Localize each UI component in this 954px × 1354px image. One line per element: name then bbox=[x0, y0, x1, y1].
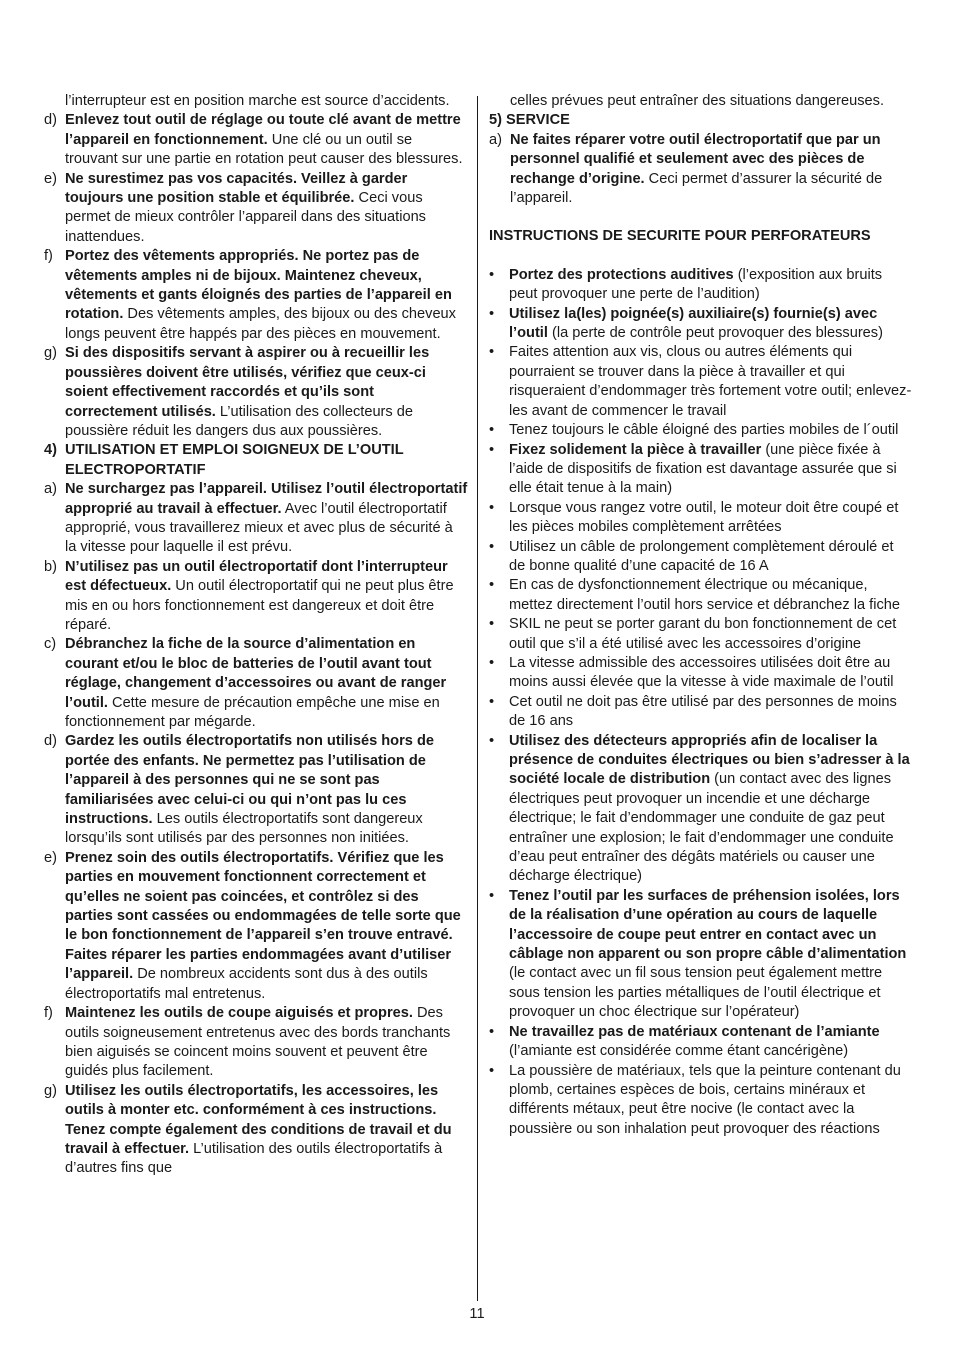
item-bold: Débranchez la fiche de la source d’alimentation en courant et/ou le bloc de batteries de l’outil avant tout réglage, changement d’accessoires ou avant de ranger l’outil. bbox=[65, 636, 447, 711]
item-body: Ceci vous permet de mieux contrôler l’appareil dans des situations inattendues. bbox=[65, 190, 426, 245]
bullet-bold: Tenez l’outil par les surfaces de préhension isolées, lors de la réalisation d’une opération au cours de laquelle l’accessoire de coupe peut entrer en contact avec un câblage non apparent ou son propre câble d’alimentation bbox=[509, 887, 907, 963]
rule-4a bbox=[44, 480, 468, 558]
item-bold: Ne faites réparer votre outil électroportatif que par un personnel qualifié et seulement avec des pièces de rechange d’origine. bbox=[510, 131, 881, 187]
item-bold: Gardez les outils électroportatifs non utilisés hors de portée des enfants. Ne permettez pas l’utilisation de l’appareil à des personnes qui ne se sont pas familiarisées avec celui-ci ou qui n’ont pas lu ces instructions. bbox=[65, 733, 434, 828]
section-heading-4 bbox=[44, 441, 468, 480]
bullet-mark: • bbox=[489, 266, 495, 283]
bullet-mark: • bbox=[489, 616, 495, 633]
rule-4e bbox=[44, 849, 468, 1004]
item-body: Cette mesure de précaution empêche une mise en fonctionnement par mégarde. bbox=[65, 694, 440, 730]
item-label: f) bbox=[44, 248, 53, 265]
item-text bbox=[65, 849, 468, 1004]
bullet-body: Cet outil ne doit pas être utilisé par des personnes de moins de 16 ans bbox=[509, 693, 897, 730]
item-bold: Ne surchargez pas l’appareil. Utilisez l’outil électroportatif approprié au travail à effectuer. bbox=[65, 481, 468, 517]
item-bold: Ne surestimez pas vos capacités. Veillez à garder toujours une position stable et équilibrée. bbox=[65, 170, 408, 207]
item-body: L’utilisation des outils électroportatifs à d’autres fins que bbox=[65, 1140, 443, 1177]
item-label: g) bbox=[44, 1082, 57, 1099]
rule-3d bbox=[44, 111, 468, 169]
bullet-body: En cas de dysfonctionnement électrique ou mécanique, mettez directement l’outil hors service et débranchez la fiche bbox=[509, 577, 900, 613]
bullet-mark: • bbox=[489, 577, 495, 594]
bullet-bold: Fixez solidement la pièce à travailler bbox=[509, 441, 762, 458]
item-body: Des outils soigneusement entretenus avec des bords tranchants bien aiguisés se coincent moins souvent et peuvent être guidés plus facilement. bbox=[65, 1005, 451, 1080]
list-item bbox=[489, 654, 913, 693]
bullet-text bbox=[509, 1062, 913, 1140]
rule-3e bbox=[44, 170, 468, 248]
bullet-mark: • bbox=[489, 1023, 495, 1040]
list-item bbox=[489, 305, 913, 344]
bullet-body: (l’amiante est considérée comme étant cancérigène) bbox=[509, 1043, 849, 1060]
bullet-body: La poussière de matériaux, tels que la peinture contenant du plomb, certaines espèces de bois, certains minéraux et différents métaux, peut être nocive (le contact avec la poussière ou son inhalation peut provoquer des réactions bbox=[509, 1062, 901, 1137]
section-number: 4) bbox=[44, 442, 57, 459]
list-item bbox=[489, 538, 913, 577]
bullet-mark: • bbox=[489, 305, 495, 322]
item-label: g) bbox=[44, 345, 57, 362]
list-item bbox=[489, 499, 913, 538]
continued-paragraph: l’interrupteur est en position marche est source d’accidents. bbox=[65, 93, 450, 109]
list-item bbox=[489, 732, 913, 887]
item-label: d) bbox=[44, 112, 57, 129]
bullet-body: La vitesse admissible des accessoires utilisées doit être au moins aussi élevée que la vitesse à vide maximale de l’outil bbox=[509, 654, 894, 691]
list-item bbox=[489, 693, 913, 732]
section-title: UTILISATION ET EMPLOI SOIGNEUX DE L’OUTIL ELECTROPORTATIF bbox=[65, 442, 404, 478]
bullet-text bbox=[509, 693, 913, 732]
safety-heading: INSTRUCTIONS DE SECURITE POUR PERFORATEURS bbox=[489, 228, 871, 245]
bullet-body: SKIL ne peut se porter garant du bon fonctionnement de cet outil que s’il a été utilisé avec les accessoires d’origine bbox=[509, 616, 897, 652]
column-divider bbox=[477, 96, 478, 1301]
bullet-mark: • bbox=[489, 693, 495, 710]
list-item bbox=[489, 887, 913, 1023]
bullet-mark: • bbox=[489, 344, 495, 361]
item-label: a) bbox=[489, 131, 502, 148]
list-item bbox=[489, 1023, 913, 1062]
bullet-body: (une pièce fixée à l’aide de dispositifs de fixation est davantage assurée que si elle était tenue à la main) bbox=[509, 441, 897, 497]
page-number: 11 bbox=[469, 1306, 485, 1322]
left-column bbox=[44, 92, 468, 1179]
rule-4f bbox=[44, 1004, 468, 1082]
bullet-mark: • bbox=[489, 732, 495, 749]
bullet-bold: Utilisez des détecteurs appropriés afin de localiser la présence de conduites électriques ou bien s’adresser à la société locale de distribution bbox=[509, 732, 910, 788]
item-body: Avec l’outil électroportatif approprié, vous travaillerez mieux et avec plus de sécurité à la vitesse pour laquelle il est prévu. bbox=[65, 500, 453, 556]
item-label: e) bbox=[44, 849, 57, 866]
bullet-text bbox=[509, 305, 913, 344]
bullet-mark: • bbox=[489, 538, 495, 555]
section-heading-5 bbox=[489, 111, 913, 130]
item-text bbox=[65, 732, 468, 848]
safety-bullet-list bbox=[489, 266, 913, 1139]
item-label: b) bbox=[44, 558, 57, 575]
item-body: Ceci permet d’assurer la sécurité de l’appareil. bbox=[510, 170, 883, 207]
bullet-mark: • bbox=[489, 441, 495, 458]
bullet-body: Lorsque vous rangez votre outil, le moteur doit être coupé et les pièces mobiles complètement arrêtées bbox=[509, 499, 899, 536]
rule-3f bbox=[44, 247, 468, 344]
list-item bbox=[489, 421, 913, 440]
bullet-bold: Portez des protections auditives bbox=[509, 266, 734, 283]
bullet-bold: Utilisez la(les) poignée(s) auxiliaire(s) fournie(s) avec l’outil bbox=[509, 305, 878, 342]
bullet-mark: • bbox=[489, 1062, 495, 1079]
bullet-body: (le contact avec un fil sous tension peut également mettre sous tension les parties métalliques de l’outil électrique et provoquer un choc électrique sur l’opérateur) bbox=[509, 965, 883, 1021]
bullet-text bbox=[509, 266, 913, 305]
item-body: Une clé ou un outil se trouvant sur une partie en rotation peut causer des blessures. bbox=[65, 131, 463, 168]
item-label: e) bbox=[44, 170, 57, 187]
rule-4g bbox=[44, 1082, 468, 1179]
item-text bbox=[65, 1082, 468, 1179]
bullet-bold: Ne travaillez pas de matériaux contenant de l’amiante bbox=[509, 1023, 880, 1040]
bullet-text bbox=[509, 538, 913, 577]
bullet-text bbox=[509, 654, 913, 693]
list-item bbox=[489, 576, 913, 615]
item-text bbox=[65, 247, 468, 344]
item-body: Des vêtements amples, des bijoux ou des cheveux longs peuvent être happés par des pièces en mouvement. bbox=[65, 306, 456, 342]
item-text bbox=[65, 111, 468, 169]
bullet-body: Tenez toujours le câble éloigné des parties mobiles de l´outil bbox=[509, 422, 899, 439]
item-bold: Prenez soin des outils électroportatifs. Vérifiez que les parties en mouvement fonctionnent correctement et qu’elles ne soient pas coincées, et contrôlez si des parties sont cassées ou endommagées de telle sorte que le bon fonctionnement de l’appareil s’en trouve entravé. Faites réparer les parties endommagées avant d’utiliser l’appareil. bbox=[65, 849, 461, 983]
list-item bbox=[489, 1062, 913, 1140]
bullet-body: (la perte de contrôle peut provoquer des blessures) bbox=[547, 325, 883, 342]
item-bold: N’utilisez pas un outil électroportatif dont l’interrupteur est défectueux. bbox=[65, 558, 448, 595]
bullet-mark: • bbox=[489, 887, 495, 904]
item-body: Les outils électroportatifs sont dangereux lorsqu’ils sont utilisés par des personnes non initiées. bbox=[65, 811, 423, 847]
item-label: a) bbox=[44, 481, 57, 498]
bullet-body: (l’exposition aux bruits peut provoquer une perte de l’audition) bbox=[509, 266, 883, 303]
bullet-mark: • bbox=[489, 422, 495, 439]
item-text bbox=[65, 480, 468, 558]
bullet-text bbox=[509, 615, 913, 654]
bullet-mark: • bbox=[489, 654, 495, 671]
rule-4d bbox=[44, 732, 468, 848]
item-text bbox=[65, 344, 468, 441]
continued-paragraph: celles prévues peut entraîner des situations dangereuses. bbox=[510, 93, 884, 109]
item-text bbox=[65, 1004, 468, 1082]
item-bold: Maintenez les outils de coupe aiguisés et propres. bbox=[65, 1005, 413, 1022]
section-heading-text bbox=[489, 111, 913, 130]
bullet-text bbox=[509, 732, 913, 887]
list-item bbox=[489, 266, 913, 305]
item-label: f) bbox=[44, 1005, 53, 1022]
bullet-body: Faites attention aux vis, clous ou autres éléments qui pourraient se trouver dans la pièce à travailler et qui risqueraient d’endommager très fortement votre outil; enlevez-les avant de commencer le travail bbox=[509, 344, 912, 419]
item-bold: Enlevez tout outil de réglage ou toute clé avant de mettre l’appareil en fonctionnement. bbox=[65, 112, 461, 148]
bullet-text bbox=[509, 343, 913, 421]
bullet-text bbox=[509, 499, 913, 538]
item-body: De nombreux accidents sont dus à des outils électroportatifs mal entretenus. bbox=[65, 966, 428, 1002]
right-column bbox=[489, 92, 913, 1139]
bullet-text bbox=[509, 576, 913, 615]
rule-4c bbox=[44, 635, 468, 732]
item-label: d) bbox=[44, 733, 57, 750]
item-body: Un outil électroportatif qui ne peut plus être mis en ou hors fonctionnement est dangereux et doit être réparé. bbox=[65, 578, 454, 633]
bullet-mark: • bbox=[489, 499, 495, 516]
item-bold: Si des dispositifs servant à aspirer ou à recueillir les poussières doivent être utilisés, vérifiez que ceux-ci soient effectivement raccordés et qu’ils sont correctement utilisés. bbox=[65, 345, 430, 420]
bullet-text bbox=[509, 421, 913, 440]
spacer bbox=[489, 247, 913, 266]
bullet-text bbox=[509, 1023, 913, 1062]
item-bold: Portez des vêtements appropriés. Ne portez pas de vêtements amples ni de bijoux. Maintenez cheveux, vêtements et gants éloignés des parties de l’appareil en rotation. bbox=[65, 248, 452, 323]
item-label: c) bbox=[44, 636, 57, 653]
item-text bbox=[510, 131, 913, 209]
rule-5a bbox=[489, 131, 913, 209]
rule-3g bbox=[44, 344, 468, 441]
item-text bbox=[65, 170, 468, 248]
list-item bbox=[489, 343, 913, 421]
spacer bbox=[489, 208, 913, 227]
bullet-body: Utilisez un câble de prolongement complètement déroulé et de bonne qualité d’une capacité de 16 A bbox=[509, 538, 894, 574]
item-text bbox=[65, 558, 468, 636]
bullet-body: (un contact avec des lignes électriques peut provoquer un incendie et une décharge électrique; le fait d’endommager une conduite de gaz peut entraîner une explosion; le fait d’endommager une conduite d’eau peut entraîner des dégâts matériels ou causer une décharge électrique) bbox=[509, 771, 894, 885]
rule-4b bbox=[44, 558, 468, 636]
item-bold: Utilisez les outils électroportatifs, les accessoires, les outils à monter etc. conformément à ces instructions. Tenez compte également des conditions de travail et du travail à effectuer. bbox=[65, 1082, 452, 1157]
section-title: SERVICE bbox=[506, 112, 570, 129]
item-text bbox=[65, 635, 468, 732]
section-number: 5) bbox=[489, 112, 502, 129]
item-body: L’utilisation des collecteurs de poussière réduit les dangers dus aux poussières. bbox=[65, 403, 414, 439]
bullet-text bbox=[509, 887, 913, 1023]
list-item bbox=[489, 615, 913, 654]
bullet-text bbox=[509, 441, 913, 499]
list-item bbox=[489, 441, 913, 499]
